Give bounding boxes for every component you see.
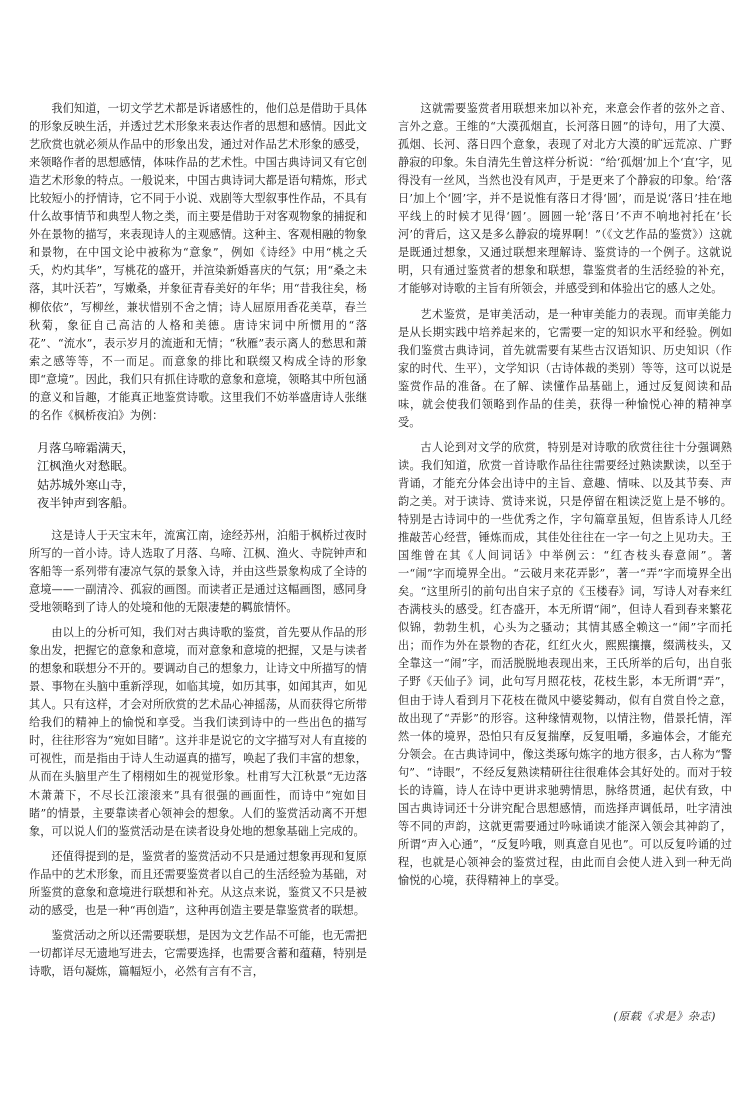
poem-line: 江枫渔火对愁眠。 (37, 459, 135, 474)
right-column (398, 100, 732, 897)
paragraph-close-reading: 古人论到对文学的欣赏，特别是对诗歌的欣赏往往十分强调熟读。我们知道，欣赏一首诗歌作品往往需要经过熟读默读，以至于背诵，才能充分体会出诗中的主旨、意趣、情味、以及其节奏、声韵之美。对于读诗、赏诗来说，只是停留在粗读泛览上是不够的。特别是古诗词中的一些优秀之作，字句篇章虽短，但皆系诗人几经推敲苦心经营，锤炼而成，其佳处往往在一字一句之上见功夫。王国维曾在其《人间词话》中举例云：“红杏枝头春意闹”。著一“闹”字而境界全出。“云破月来花弄影”，著一“弄”字而境界全出矣。“这里所引的前句出自宋子京的《玉楼春》词，写诗人对春来红杏满枝头的感受。红杏盛开，本无所谓“闹”，但诗人看到春来繁花似锦，勃勃生机，心头为之骚动；其情其感全赖这一“闹”字而托出；而作为外在景物的杏花，红红火火，熙熙攘攘，缀满枝头，又全靠这一“闹”字，而活脱脱地表现出来，王氏所举的后句，出自张子野《天仙子》词，此句写月照花枝，花枝生影，本无所谓“弄”，但由于诗人看到月下花枝在微风中婆娑舞动，似有自赏自怜之意，故出现了“弄影”的形容。这种缘情观物，以情注物，借景托情，浑然一体的境界，恐怕只有反复揣摩，反复咀嚼，多遍体会，才能充分领会。在古典诗词中，像这类琢句炼字的地方很多，古人称为“警句”、“诗眼”，不经反复熟读精研往往很难体会其好处的。而对于较长的诗篇，诗人在诗中更讲求驰骋情思，脉络贯通，起伏有致，中国古典诗词还十分讲究配合思想感情，而选择声调低昂，吐字清浊等不同的声韵，这就更需要通过吟咏诵读才能深入领会其神韵了，所谓“声入心通”，“反复吟哦，则真意自见也”。可以反复吟诵的过程，也就是心领神会的鉴赏过程，由此而自会使人进入到一种无尚愉悦的心境，获得精神上的享受。 (398, 440, 732, 887)
poem-line: 姑苏城外寒山寺， (37, 477, 135, 492)
poem-line: 月落乌啼霜满天， (37, 440, 135, 455)
poem-line: 夜半钟声到客船。 (37, 496, 135, 511)
paragraph-wangwei-example: 这就需要鉴赏者用联想来加以补充，来意会作者的弦外之音、言外之意。王维的“大漠孤烟直，长河落日圆”的诗句，用了大漠、孤烟、长河、落日四个意象，表现了对北方大漠的旷远荒凉、广野静寂的印象。朱自清先生曾这样分析说：“给‘孤烟’加上个‘直’字，见得没有一丝风，当然也没有风声，于是更来了个静寂的印象。给‘落日’加上个‘圆’字，并不是说惟有落日才得‘圆’，而是说‘落日’挂在地平线上的时候才见得‘圆’。圆圆一轮‘落日’不声不响地衬托在‘长河’的背后，这又是多么静寂的境界啊！”（《文艺作品的鉴赏》）这就是既通过想象，又通过联想来理解诗、鉴赏诗的一个例子。这就说明，只有通过鉴赏者的想象和联想，靠鉴赏者的生活经验的补充，才能够对诗歌的主旨有所领会，并感受到和体验出它的感人之处。 (398, 102, 732, 296)
left-column (29, 100, 367, 988)
paragraph-recreation: 还值得提到的是，鉴赏者的鉴赏活动不只是通过想象再现和复原作品中的艺术形象，而且还需要鉴赏者以自己的生活经验为基础，对所鉴赏的意象和意境进行联想和补充。从这点来说，鉴赏又不只是被动的感受，也是一种“再创造”，这种再创造主要是靠鉴赏者的联想。 (29, 849, 367, 917)
paragraph-aesthetic-ability: 艺术鉴赏，是审美活动，是一种审美能力的表现。而审美能力是从长期实践中培养起来的，它需要一定的知识水平和经验。例如我们鉴赏古典诗词，首先就需要有某些古汉语知识、历史知识（作家的时代、生平），文学知识（古诗体裁的类别）等等，这可以说是鉴赏作品的准备。在了解、读懂作品基础上，通过反复阅读和品味，就会使我们领略到作品的佳美，获得一种愉悦心神的精神享受。 (398, 307, 732, 429)
paragraph-intro: 我们知道，一切文学艺术都是诉诸感性的，他们总是借助于具体的形象反映生活，并透过艺术形象来表达作者的思想和感情。因此文艺欣赏也就必须从作品中的形象出发，通过对作品艺术形象的感受，来领略作者的思想感情，体味作品的艺术性。中国古典诗词又有它创造艺术形象的特点。一般说来，中国古典诗词大都是语句精炼，形式比较短小的抒情诗，它不同于小说、戏剧等大型叙事性作品，不具有什么故事情节和典型人物之类，而主要是借助于对客观物象的捕捉和外在景物的描写，来表现诗人的主观感情。这种主、客观相融的物象和景物，在中国文论中被称为“意象”，例如《诗经》中用“桃之夭夭，灼灼其华”，写桃花的盛开，并渲染新婚喜庆的气氛；用“桑之未落，其叶沃若”，写嫩桑，并象征青春美好的年华；用“昔我往矣，杨柳依依”，写柳丝，兼状惜别不舍之情；诗人屈原用香花美草，春兰秋菊，象征自己高洁的人格和美德。唐诗宋词中所惯用的“落花”、“流水”，表示岁月的流逝和无情；“秋雁”表示离人的愁思和萧索之感等等，不一而足。而意象的排比和联缀又构成全诗的形象即“意境”。因此，我们只有抓住诗歌的意象和意境，领略其中所包涵的意义和旨趣，才能真正地鉴赏诗歌。这里我们不妨举盛唐诗人张继的名作《枫桥夜泊》为例： (29, 102, 367, 422)
paragraph-imagination: 由以上的分析可知，我们对古典诗歌的鉴赏，首先要从作品的形象出发，把握它的意象和意境，而对意象和意境的把握，又是与读者的想象和联想分不开的。要调动自己的想象力，让诗文中所描写的情景、事物在头脑中重新浮现，如临其境，如历其事，如闻其声，如见其人。只有这样，才会对所欣赏的艺术品心神摇荡，从而获得它所带给我们的精神上的愉悦和享受。当我们读到诗中的一些出色的描写时，往往形容为“宛如目睹”。这并非是说它的文字描写对人有直接的可视性，而是指由于诗人生动逼真的描写，唤起了我们丰富的想象，从而在头脑里产生了栩栩如生的视觉形象。杜甫写大江秋景“无边落木萧萧下，不尽长江滚滚来”具有很强的画面性，而诗中“宛如目睹”的情景，主要靠读者心领神会的想象。人们的鉴赏活动离不开想象，可以说人们的鉴赏活动是在读者设身处地的想象基础上完成的。 (29, 626, 367, 838)
poem-block (37, 439, 367, 513)
source-note: (原载《求是》杂志) (613, 1010, 716, 1023)
paragraph-poem-analysis: 这是诗人于天宝末年，流寓江南，途经苏州，泊船于枫桥过夜时所写的一首小诗。诗人选取了月落、乌啼、江枫、渔火、寺院钟声和客船等一系列带有凄凉气氛的景象入诗，并由这些景象构成了全诗的意境——一副清冷、孤寂的画图。而读者正是通过这幅画图，感同身受地领略到了诗人的处境和他的无限凄楚的羁旅情怀。 (29, 528, 367, 615)
paragraph-association: 鉴赏活动之所以还需要联想，是因为文艺作品不可能，也无需把一切都详尽无遗地写进去，它需要选择，也需要含蓄和蕴藉，特别是诗歌，语句凝炼，篇幅短小，必然有言有不言， (29, 928, 367, 978)
